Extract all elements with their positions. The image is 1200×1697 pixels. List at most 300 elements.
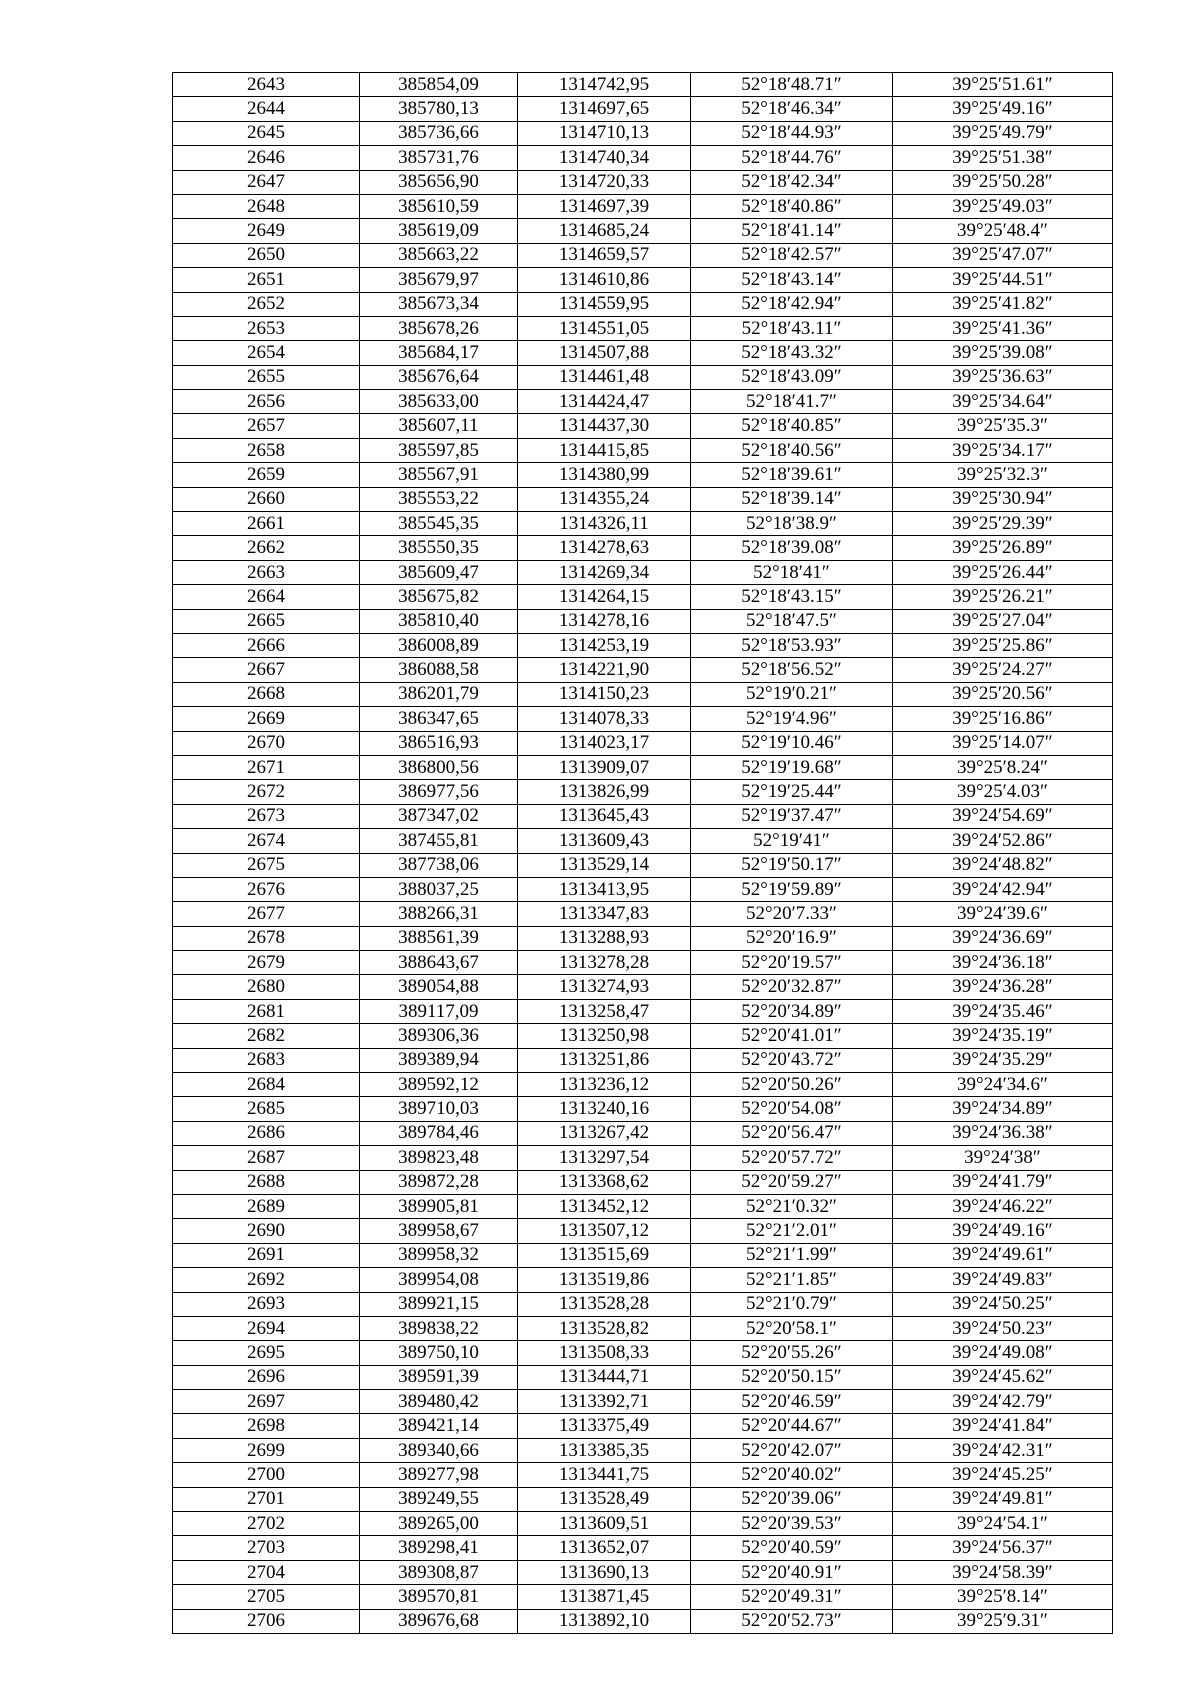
longitude-cell: 39°25′41.82″: [893, 292, 1113, 316]
latitude-cell: 52°18′53.93″: [691, 633, 893, 657]
point-number-cell: 2648: [173, 194, 360, 218]
latitude-cell: 52°18′43.15″: [691, 585, 893, 609]
longitude-cell: 39°24′42.79″: [893, 1390, 1113, 1414]
y-coordinate-cell: 1314710,13: [518, 121, 691, 145]
longitude-cell: 39°25′4.03″: [893, 780, 1113, 804]
x-coordinate-cell: 385673,34: [360, 292, 518, 316]
latitude-cell: 52°20′40.02″: [691, 1463, 893, 1487]
point-number-cell: 2679: [173, 951, 360, 975]
y-coordinate-cell: 1313444,71: [518, 1365, 691, 1389]
latitude-cell: 52°18′43.09″: [691, 365, 893, 389]
latitude-cell: 52°18′40.86″: [691, 194, 893, 218]
x-coordinate-cell: 389591,39: [360, 1365, 518, 1389]
table-row: [173, 1048, 1113, 1072]
latitude-cell: 52°20′7.33″: [691, 902, 893, 926]
point-number-cell: 2665: [173, 609, 360, 633]
x-coordinate-cell: 389954,08: [360, 1268, 518, 1292]
point-number-cell: 2669: [173, 707, 360, 731]
point-number-cell: 2704: [173, 1560, 360, 1584]
y-coordinate-cell: 1313609,51: [518, 1512, 691, 1536]
x-coordinate-cell: 385676,64: [360, 365, 518, 389]
y-coordinate-cell: 1313297,54: [518, 1146, 691, 1170]
y-coordinate-cell: 1314264,15: [518, 585, 691, 609]
y-coordinate-cell: 1313375,49: [518, 1414, 691, 1438]
table-row: [173, 536, 1113, 560]
longitude-cell: 39°24′49.16″: [893, 1219, 1113, 1243]
point-number-cell: 2650: [173, 243, 360, 267]
table-row: [173, 341, 1113, 365]
point-number-cell: 2664: [173, 585, 360, 609]
longitude-cell: 39°25′50.28″: [893, 170, 1113, 194]
table-row: [173, 804, 1113, 828]
latitude-cell: 52°21′2.01″: [691, 1219, 893, 1243]
y-coordinate-cell: 1314610,86: [518, 268, 691, 292]
latitude-cell: 52°20′19.57″: [691, 951, 893, 975]
longitude-cell: 39°24′39.6″: [893, 902, 1113, 926]
x-coordinate-cell: 389958,32: [360, 1243, 518, 1267]
x-coordinate-cell: 389838,22: [360, 1316, 518, 1340]
latitude-cell: 52°19′50.17″: [691, 853, 893, 877]
y-coordinate-cell: 1313507,12: [518, 1219, 691, 1243]
y-coordinate-cell: 1313508,33: [518, 1341, 691, 1365]
latitude-cell: 52°21′1.85″: [691, 1268, 893, 1292]
longitude-cell: 39°24′34.6″: [893, 1073, 1113, 1097]
table-row: [173, 463, 1113, 487]
longitude-cell: 39°24′49.81″: [893, 1487, 1113, 1511]
x-coordinate-cell: 385663,22: [360, 243, 518, 267]
table-row: [173, 707, 1113, 731]
longitude-cell: 39°24′45.62″: [893, 1365, 1113, 1389]
x-coordinate-cell: 387738,06: [360, 853, 518, 877]
y-coordinate-cell: 1314697,39: [518, 194, 691, 218]
y-coordinate-cell: 1314720,33: [518, 170, 691, 194]
latitude-cell: 52°20′50.15″: [691, 1365, 893, 1389]
point-number-cell: 2702: [173, 1512, 360, 1536]
longitude-cell: 39°24′46.22″: [893, 1194, 1113, 1218]
x-coordinate-cell: 385553,22: [360, 487, 518, 511]
point-number-cell: 2649: [173, 219, 360, 243]
longitude-cell: 39°24′42.94″: [893, 877, 1113, 901]
longitude-cell: 39°25′39.08″: [893, 341, 1113, 365]
point-number-cell: 2655: [173, 365, 360, 389]
x-coordinate-cell: 389389,94: [360, 1048, 518, 1072]
table-row: [173, 219, 1113, 243]
latitude-cell: 52°20′59.27″: [691, 1170, 893, 1194]
table-row: [173, 1292, 1113, 1316]
x-coordinate-cell: 386977,56: [360, 780, 518, 804]
point-number-cell: 2700: [173, 1463, 360, 1487]
x-coordinate-cell: 389249,55: [360, 1487, 518, 1511]
x-coordinate-cell: 386201,79: [360, 682, 518, 706]
point-number-cell: 2670: [173, 731, 360, 755]
table-row: [173, 560, 1113, 584]
x-coordinate-cell: 385545,35: [360, 512, 518, 536]
y-coordinate-cell: 1314424,47: [518, 390, 691, 414]
x-coordinate-cell: 389277,98: [360, 1463, 518, 1487]
table-row: [173, 682, 1113, 706]
table-row: [173, 170, 1113, 194]
point-number-cell: 2659: [173, 463, 360, 487]
longitude-cell: 39°25′26.89″: [893, 536, 1113, 560]
x-coordinate-cell: 385597,85: [360, 438, 518, 462]
latitude-cell: 52°20′40.59″: [691, 1536, 893, 1560]
table-row: [173, 1463, 1113, 1487]
longitude-cell: 39°24′36.38″: [893, 1121, 1113, 1145]
x-coordinate-cell: 385854,09: [360, 73, 518, 97]
y-coordinate-cell: 1313609,43: [518, 829, 691, 853]
latitude-cell: 52°18′39.08″: [691, 536, 893, 560]
table-row: [173, 512, 1113, 536]
longitude-cell: 39°25′49.79″: [893, 121, 1113, 145]
table-row: [173, 243, 1113, 267]
longitude-cell: 39°24′36.28″: [893, 975, 1113, 999]
x-coordinate-cell: 385684,17: [360, 341, 518, 365]
table-row: [173, 1024, 1113, 1048]
y-coordinate-cell: 1314150,23: [518, 682, 691, 706]
latitude-cell: 52°19′41″: [691, 829, 893, 853]
x-coordinate-cell: 387455,81: [360, 829, 518, 853]
longitude-cell: 39°25′26.21″: [893, 585, 1113, 609]
table-row: [173, 1243, 1113, 1267]
table-row: [173, 73, 1113, 97]
latitude-cell: 52°19′4.96″: [691, 707, 893, 731]
x-coordinate-cell: 385550,35: [360, 536, 518, 560]
point-number-cell: 2651: [173, 268, 360, 292]
point-number-cell: 2643: [173, 73, 360, 97]
latitude-cell: 52°18′44.93″: [691, 121, 893, 145]
longitude-cell: 39°24′36.18″: [893, 951, 1113, 975]
y-coordinate-cell: 1313529,14: [518, 853, 691, 877]
point-number-cell: 2691: [173, 1243, 360, 1267]
point-number-cell: 2681: [173, 999, 360, 1023]
y-coordinate-cell: 1313258,47: [518, 999, 691, 1023]
longitude-cell: 39°24′35.46″: [893, 999, 1113, 1023]
x-coordinate-cell: 386800,56: [360, 755, 518, 779]
point-number-cell: 2680: [173, 975, 360, 999]
y-coordinate-cell: 1313826,99: [518, 780, 691, 804]
x-coordinate-cell: 389872,28: [360, 1170, 518, 1194]
latitude-cell: 52°20′57.72″: [691, 1146, 893, 1170]
y-coordinate-cell: 1313652,07: [518, 1536, 691, 1560]
longitude-cell: 39°24′49.08″: [893, 1341, 1113, 1365]
latitude-cell: 52°18′43.14″: [691, 268, 893, 292]
longitude-cell: 39°24′49.61″: [893, 1243, 1113, 1267]
point-number-cell: 2705: [173, 1585, 360, 1609]
point-number-cell: 2693: [173, 1292, 360, 1316]
longitude-cell: 39°25′29.39″: [893, 512, 1113, 536]
x-coordinate-cell: 386347,65: [360, 707, 518, 731]
point-number-cell: 2684: [173, 1073, 360, 1097]
latitude-cell: 52°18′42.57″: [691, 243, 893, 267]
table-row: [173, 1390, 1113, 1414]
table-row: [173, 902, 1113, 926]
y-coordinate-cell: 1313347,83: [518, 902, 691, 926]
x-coordinate-cell: 389117,09: [360, 999, 518, 1023]
point-number-cell: 2678: [173, 926, 360, 950]
latitude-cell: 52°18′39.14″: [691, 487, 893, 511]
table-row: [173, 268, 1113, 292]
table-row: [173, 1438, 1113, 1462]
table-row: [173, 1219, 1113, 1243]
latitude-cell: 52°18′39.61″: [691, 463, 893, 487]
x-coordinate-cell: 389905,81: [360, 1194, 518, 1218]
latitude-cell: 52°18′38.9″: [691, 512, 893, 536]
latitude-cell: 52°19′10.46″: [691, 731, 893, 755]
point-number-cell: 2690: [173, 1219, 360, 1243]
latitude-cell: 52°20′39.53″: [691, 1512, 893, 1536]
x-coordinate-cell: 389265,00: [360, 1512, 518, 1536]
point-number-cell: 2658: [173, 438, 360, 462]
point-number-cell: 2686: [173, 1121, 360, 1145]
y-coordinate-cell: 1314023,17: [518, 731, 691, 755]
longitude-cell: 39°24′58.39″: [893, 1560, 1113, 1584]
point-number-cell: 2703: [173, 1536, 360, 1560]
table-row: [173, 97, 1113, 121]
longitude-cell: 39°25′8.24″: [893, 755, 1113, 779]
point-number-cell: 2647: [173, 170, 360, 194]
table-row: [173, 951, 1113, 975]
point-number-cell: 2695: [173, 1341, 360, 1365]
longitude-cell: 39°24′50.23″: [893, 1316, 1113, 1340]
point-number-cell: 2683: [173, 1048, 360, 1072]
table-row: [173, 121, 1113, 145]
x-coordinate-cell: 389823,48: [360, 1146, 518, 1170]
longitude-cell: 39°25′26.44″: [893, 560, 1113, 584]
point-number-cell: 2677: [173, 902, 360, 926]
y-coordinate-cell: 1314742,95: [518, 73, 691, 97]
table-row: [173, 1268, 1113, 1292]
x-coordinate-cell: 389421,14: [360, 1414, 518, 1438]
latitude-cell: 52°20′58.1″: [691, 1316, 893, 1340]
table-row: [173, 1316, 1113, 1340]
latitude-cell: 52°18′40.56″: [691, 438, 893, 462]
point-number-cell: 2699: [173, 1438, 360, 1462]
latitude-cell: 52°20′43.72″: [691, 1048, 893, 1072]
latitude-cell: 52°18′44.76″: [691, 146, 893, 170]
table-row: [173, 1073, 1113, 1097]
latitude-cell: 52°20′50.26″: [691, 1073, 893, 1097]
longitude-cell: 39°25′35.3″: [893, 414, 1113, 438]
point-number-cell: 2687: [173, 1146, 360, 1170]
x-coordinate-cell: 385619,09: [360, 219, 518, 243]
longitude-cell: 39°24′45.25″: [893, 1463, 1113, 1487]
x-coordinate-cell: 389921,15: [360, 1292, 518, 1316]
y-coordinate-cell: 1314326,11: [518, 512, 691, 536]
table-row: [173, 1585, 1113, 1609]
latitude-cell: 52°20′55.26″: [691, 1341, 893, 1365]
point-number-cell: 2674: [173, 829, 360, 853]
longitude-cell: 39°24′38″: [893, 1146, 1113, 1170]
point-number-cell: 2701: [173, 1487, 360, 1511]
longitude-cell: 39°24′42.31″: [893, 1438, 1113, 1462]
y-coordinate-cell: 1314278,63: [518, 536, 691, 560]
table-row: [173, 316, 1113, 340]
y-coordinate-cell: 1314659,57: [518, 243, 691, 267]
x-coordinate-cell: 388037,25: [360, 877, 518, 901]
y-coordinate-cell: 1313871,45: [518, 1585, 691, 1609]
latitude-cell: 52°19′19.68″: [691, 755, 893, 779]
table-row: [173, 414, 1113, 438]
point-number-cell: 2676: [173, 877, 360, 901]
y-coordinate-cell: 1314685,24: [518, 219, 691, 243]
longitude-cell: 39°25′49.03″: [893, 194, 1113, 218]
longitude-cell: 39°24′49.83″: [893, 1268, 1113, 1292]
longitude-cell: 39°24′52.86″: [893, 829, 1113, 853]
longitude-cell: 39°24′56.37″: [893, 1536, 1113, 1560]
longitude-cell: 39°25′44.51″: [893, 268, 1113, 292]
longitude-cell: 39°25′25.86″: [893, 633, 1113, 657]
latitude-cell: 52°18′47.5″: [691, 609, 893, 633]
longitude-cell: 39°24′48.82″: [893, 853, 1113, 877]
latitude-cell: 52°20′56.47″: [691, 1121, 893, 1145]
point-number-cell: 2689: [173, 1194, 360, 1218]
y-coordinate-cell: 1313392,71: [518, 1390, 691, 1414]
longitude-cell: 39°25′34.17″: [893, 438, 1113, 462]
point-number-cell: 2675: [173, 853, 360, 877]
table-row: [173, 487, 1113, 511]
latitude-cell: 52°18′46.34″: [691, 97, 893, 121]
x-coordinate-cell: 389306,36: [360, 1024, 518, 1048]
y-coordinate-cell: 1314253,19: [518, 633, 691, 657]
point-number-cell: 2663: [173, 560, 360, 584]
x-coordinate-cell: 389750,10: [360, 1341, 518, 1365]
table-row: [173, 1487, 1113, 1511]
y-coordinate-cell: 1314355,24: [518, 487, 691, 511]
y-coordinate-cell: 1314278,16: [518, 609, 691, 633]
latitude-cell: 52°18′43.11″: [691, 316, 893, 340]
longitude-cell: 39°25′47.07″: [893, 243, 1113, 267]
x-coordinate-cell: 388266,31: [360, 902, 518, 926]
point-number-cell: 2653: [173, 316, 360, 340]
x-coordinate-cell: 385609,47: [360, 560, 518, 584]
y-coordinate-cell: 1314437,30: [518, 414, 691, 438]
table-row: [173, 1170, 1113, 1194]
x-coordinate-cell: 386516,93: [360, 731, 518, 755]
point-number-cell: 2692: [173, 1268, 360, 1292]
y-coordinate-cell: 1313528,49: [518, 1487, 691, 1511]
y-coordinate-cell: 1314461,48: [518, 365, 691, 389]
point-number-cell: 2682: [173, 1024, 360, 1048]
table-row: [173, 1121, 1113, 1145]
table-row: [173, 1097, 1113, 1121]
latitude-cell: 52°20′49.31″: [691, 1585, 893, 1609]
point-number-cell: 2697: [173, 1390, 360, 1414]
table-row: [173, 146, 1113, 170]
y-coordinate-cell: 1313892,10: [518, 1609, 691, 1633]
x-coordinate-cell: 385679,97: [360, 268, 518, 292]
point-number-cell: 2654: [173, 341, 360, 365]
longitude-cell: 39°25′20.56″: [893, 682, 1113, 706]
x-coordinate-cell: 389784,46: [360, 1121, 518, 1145]
point-number-cell: 2685: [173, 1097, 360, 1121]
table-row: [173, 926, 1113, 950]
y-coordinate-cell: 1314697,65: [518, 97, 691, 121]
point-number-cell: 2656: [173, 390, 360, 414]
coordinates-table-body: [173, 73, 1113, 1634]
y-coordinate-cell: 1313528,28: [518, 1292, 691, 1316]
latitude-cell: 52°18′48.71″: [691, 73, 893, 97]
point-number-cell: 2694: [173, 1316, 360, 1340]
x-coordinate-cell: 385731,76: [360, 146, 518, 170]
x-coordinate-cell: 389298,41: [360, 1536, 518, 1560]
y-coordinate-cell: 1313690,13: [518, 1560, 691, 1584]
latitude-cell: 52°18′40.85″: [691, 414, 893, 438]
x-coordinate-cell: 385610,59: [360, 194, 518, 218]
y-coordinate-cell: 1314740,34: [518, 146, 691, 170]
latitude-cell: 52°18′41.14″: [691, 219, 893, 243]
latitude-cell: 52°20′40.91″: [691, 1560, 893, 1584]
x-coordinate-cell: 389308,87: [360, 1560, 518, 1584]
longitude-cell: 39°24′50.25″: [893, 1292, 1113, 1316]
x-coordinate-cell: 389710,03: [360, 1097, 518, 1121]
latitude-cell: 52°20′46.59″: [691, 1390, 893, 1414]
longitude-cell: 39°25′36.63″: [893, 365, 1113, 389]
y-coordinate-cell: 1313250,98: [518, 1024, 691, 1048]
point-number-cell: 2662: [173, 536, 360, 560]
longitude-cell: 39°25′9.31″: [893, 1609, 1113, 1633]
x-coordinate-cell: 389480,42: [360, 1390, 518, 1414]
longitude-cell: 39°24′54.69″: [893, 804, 1113, 828]
point-number-cell: 2696: [173, 1365, 360, 1389]
x-coordinate-cell: 389340,66: [360, 1438, 518, 1462]
longitude-cell: 39°25′24.27″: [893, 658, 1113, 682]
table-row: [173, 1536, 1113, 1560]
point-number-cell: 2666: [173, 633, 360, 657]
table-row: [173, 633, 1113, 657]
x-coordinate-cell: 389592,12: [360, 1073, 518, 1097]
x-coordinate-cell: 385607,11: [360, 414, 518, 438]
y-coordinate-cell: 1314415,85: [518, 438, 691, 462]
table-row: [173, 829, 1113, 853]
y-coordinate-cell: 1313368,62: [518, 1170, 691, 1194]
table-row: [173, 438, 1113, 462]
table-row: [173, 853, 1113, 877]
longitude-cell: 39°25′48.4″: [893, 219, 1113, 243]
point-number-cell: 2706: [173, 1609, 360, 1633]
latitude-cell: 52°19′25.44″: [691, 780, 893, 804]
y-coordinate-cell: 1313240,16: [518, 1097, 691, 1121]
table-row: [173, 390, 1113, 414]
point-number-cell: 2645: [173, 121, 360, 145]
table-row: [173, 1194, 1113, 1218]
longitude-cell: 39°24′36.69″: [893, 926, 1113, 950]
point-number-cell: 2644: [173, 97, 360, 121]
x-coordinate-cell: 387347,02: [360, 804, 518, 828]
point-number-cell: 2657: [173, 414, 360, 438]
latitude-cell: 52°18′41.7″: [691, 390, 893, 414]
point-number-cell: 2698: [173, 1414, 360, 1438]
y-coordinate-cell: 1313288,93: [518, 926, 691, 950]
y-coordinate-cell: 1313519,86: [518, 1268, 691, 1292]
table-row: [173, 1365, 1113, 1389]
table-row: [173, 585, 1113, 609]
latitude-cell: 52°18′42.34″: [691, 170, 893, 194]
longitude-cell: 39°25′16.86″: [893, 707, 1113, 731]
x-coordinate-cell: 386008,89: [360, 633, 518, 657]
latitude-cell: 52°19′37.47″: [691, 804, 893, 828]
longitude-cell: 39°25′32.3″: [893, 463, 1113, 487]
latitude-cell: 52°20′41.01″: [691, 1024, 893, 1048]
longitude-cell: 39°24′35.29″: [893, 1048, 1113, 1072]
latitude-cell: 52°18′42.94″: [691, 292, 893, 316]
coordinates-table: [172, 72, 1113, 1634]
longitude-cell: 39°24′54.1″: [893, 1512, 1113, 1536]
y-coordinate-cell: 1313251,86: [518, 1048, 691, 1072]
point-number-cell: 2661: [173, 512, 360, 536]
table-row: [173, 1414, 1113, 1438]
y-coordinate-cell: 1313274,93: [518, 975, 691, 999]
longitude-cell: 39°25′34.64″: [893, 390, 1113, 414]
